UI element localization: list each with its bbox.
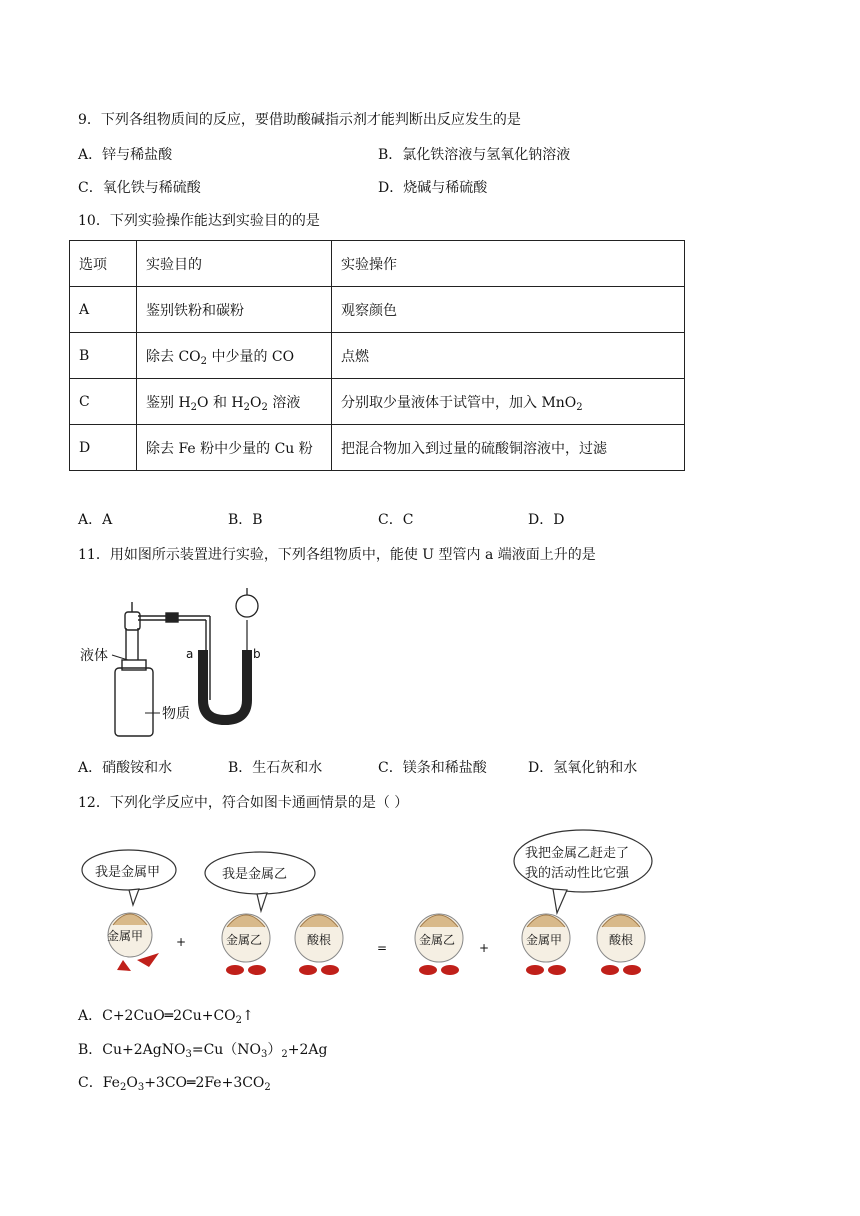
q11-stem: 11．用如图所示装置进行实验，下列各组物质中，能使 U 型管内 a 端液面上升的是 [78, 547, 596, 563]
bubble-metal-b: 我是金属乙 [222, 867, 288, 882]
label-substance: 物质 [162, 706, 190, 722]
table-cell-goal: 除去 Fe 粉中少量的 Cu 粉 [137, 425, 332, 471]
metal-displacement-cartoon [75, 815, 685, 990]
table-header-cell: 实验操作 [332, 241, 685, 287]
q10-stem: 10．下列实验操作能达到实验目的的是 [78, 213, 320, 229]
q12-stem: 12．下列化学反应中，符合如图卡通画情景的是（ ） [78, 795, 409, 811]
char-label-acid-root-product: 酸根 [609, 933, 634, 947]
table-header-cell: 实验目的 [137, 241, 332, 287]
char-label-metal-b: 金属乙 [226, 933, 263, 947]
table-cell-option: D [70, 425, 137, 471]
bubble-metal-a: 我是金属甲 [95, 865, 161, 880]
flask-icon [115, 602, 153, 736]
q12-option-c[interactable]: C．$Fe_2O_3+3CO═2Fe+3CO_2$ [78, 1075, 271, 1093]
q9-option-d[interactable]: D．烧碱与稀硫酸 [378, 180, 488, 196]
table-cell-operation: 分别取少量液体于试管中，加入 MnO$_2$ [332, 379, 685, 425]
q9-option-a[interactable]: A．锌与稀盐酸 [78, 147, 173, 163]
label-b: b [253, 647, 261, 661]
table-cell-goal: 鉴别 $H_2O$ 和 $H_2O_2$ 溶液 [137, 379, 332, 425]
equals-sign: = [377, 941, 388, 955]
table-row [70, 425, 685, 471]
table-cell-goal: 鉴别铁粉和碳粉 [137, 287, 332, 333]
table-cell-operation: 把混合物加入到过量的硫酸铜溶液中，过滤 [332, 425, 685, 471]
q10-option-b[interactable]: B．B [228, 512, 263, 528]
char-label-acid-root: 酸根 [307, 933, 332, 947]
table-row [70, 333, 685, 379]
table-header-cell: 选项 [70, 241, 137, 287]
q9-stem: 9．下列各组物质间的反应，要借助酸碱指示剂才能判断出反应发生的是 [78, 112, 521, 128]
q9-option-c[interactable]: C．氧化铁与稀硫酸 [78, 180, 201, 196]
table-header-row [70, 241, 685, 287]
table-cell-option: A [70, 287, 137, 333]
table-row [70, 287, 685, 333]
q11-option-b[interactable]: B．生石灰和水 [228, 760, 323, 776]
bubble-displace-line1: 我把金属乙赶走了 [525, 846, 630, 861]
q9-option-b[interactable]: B．氯化铁溶液与氢氧化钠溶液 [378, 147, 571, 163]
q11-option-d[interactable]: D．氢氧化钠和水 [528, 760, 638, 776]
q11-option-c[interactable]: C．镁条和稀盐酸 [378, 760, 487, 776]
label-a: a [186, 647, 194, 661]
table-cell-operation: 点燃 [332, 333, 685, 379]
table-cell-goal: 除去 $CO_2$ 中少量的 CO [137, 333, 332, 379]
table-cell-operation: 观察颜色 [332, 287, 685, 333]
q10-table [69, 240, 685, 471]
q10-option-c[interactable]: C．C [378, 512, 414, 528]
bubble-displace-line2: 我的活动性比它强 [525, 866, 630, 881]
table-cell-option: C [70, 379, 137, 425]
table-cell-option: B [70, 333, 137, 379]
plus-sign: + [176, 935, 187, 949]
plus-sign: + [479, 941, 490, 955]
q12-option-b[interactable]: B．$Cu+2AgNO_3=Cu(NO_3)_2+2Ag$ [78, 1042, 328, 1060]
char-label-metal-b-product: 金属乙 [419, 933, 456, 947]
table-row [70, 379, 685, 425]
u-tube-apparatus-figure [70, 580, 290, 740]
q11-option-a[interactable]: A．硝酸铵和水 [78, 760, 173, 776]
char-label-metal-a: 金属甲 [107, 929, 144, 943]
u-tube-icon [203, 588, 258, 720]
char-label-metal-a-product: 金属甲 [526, 933, 563, 947]
q10-option-a[interactable]: A．A [78, 512, 113, 528]
q10-option-d[interactable]: D．D [528, 512, 565, 528]
q12-option-a[interactable]: A．$C+2CuO═2Cu+CO_2↑$ [78, 1008, 254, 1026]
label-liquid: 液体 [80, 648, 108, 664]
